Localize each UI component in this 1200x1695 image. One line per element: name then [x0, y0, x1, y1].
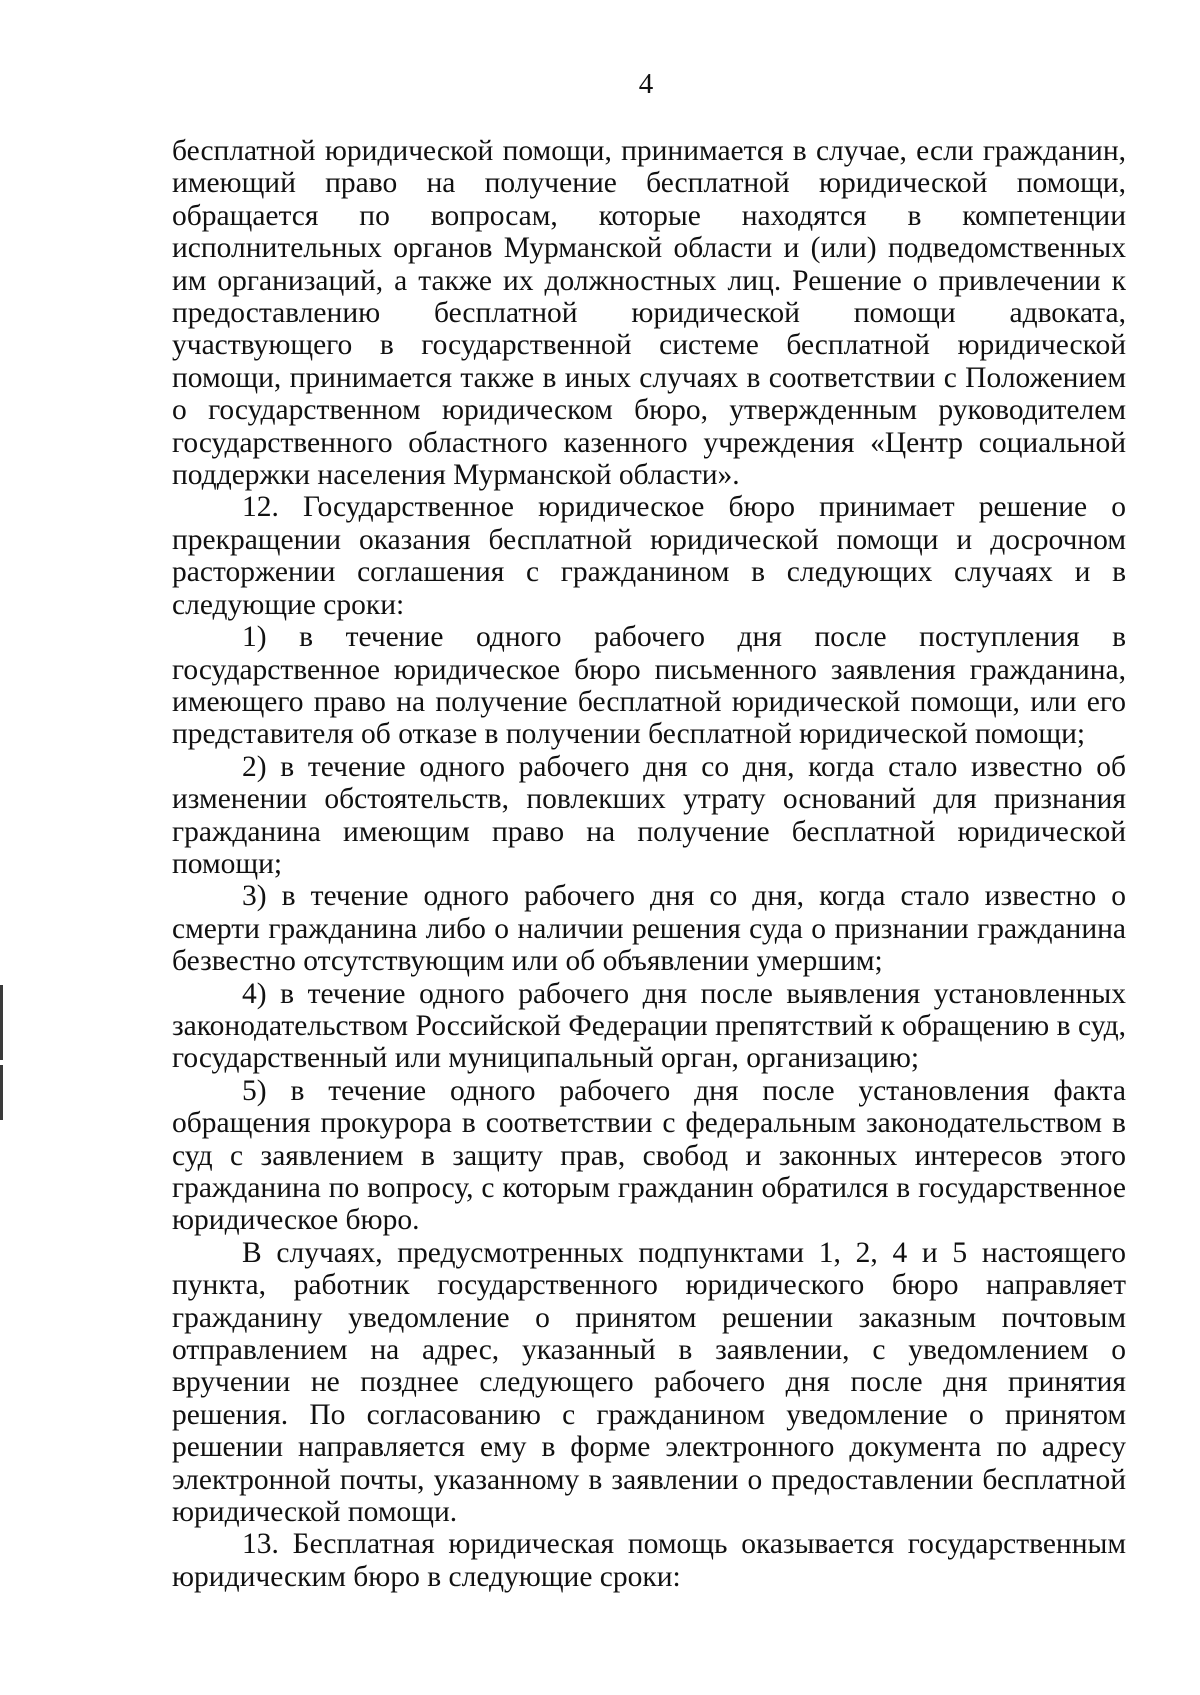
paragraph-continuation: бесплатной юридической помощи, принимается в случае, если гражданин, имеющий право на получение бесплатной юридической помощи, обращается по вопросам, которые находятся в компетенции исполнительных органов Мурманской области и (или) подведомственных им организаций, а также их должностных лиц. Решение о привлечении к предоставлению бесплатной юридической помощи адвоката, участвующего в государственной системе бесплатной юридической помощи, принимается также в иных случаях в соответствии с Положением о государственном юридическом бюро, утвержденным руководителем государственного областного казенного учреждения «Центр социальной поддержки населения Мурманской области». [172, 135, 1126, 492]
paragraph-subclause-2: 2) в течение одного рабочего дня со дня, когда стало известно об изменении обстоятельств, повлекших утрату оснований для признания гражданина имеющим право на получение бесплатной юридической помощи; [172, 750, 1126, 880]
paragraph-notification: В случаях, предусмотренных подпунктами 1, 2, 4 и 5 настоящего пункта, работник государственного юридического бюро направляет гражданину уведомление о принятом решении заказным почтовым отправлением на адрес, указанный в заявлении, с уведомлением о вручении не позднее следующего рабочего дня после дня принятия решения. По согласованию с гражданином уведомление о принятом решении направляется ему в форме электронного документа по адресу электронной почты, указанному в заявлении о предоставлении бесплатной юридической помощи. [172, 1236, 1126, 1529]
scan-edge-mark [0, 1065, 3, 1120]
scan-edge-mark [0, 985, 3, 1060]
paragraph-subclause-3: 3) в течение одного рабочего дня со дня, когда стало известно о смерти гражданина либо о наличии решения суда о признании гражданина безвестно отсутствующим или об объявлении умершим; [172, 880, 1126, 978]
paragraph-subclause-4: 4) в течение одного рабочего дня после выявления установленных законодательством Российской Федерации препятствий к обращению в суд, государственный или муниципальный орган, организацию; [172, 977, 1126, 1075]
paragraph-clause-12: 12. Государственное юридическое бюро принимает решение о прекращении оказания бесплатной юридической помощи и досрочном расторжении соглашения с гражданином в следующих случаях и в следующие сроки: [172, 491, 1126, 621]
page-number: 4 [638, 68, 654, 100]
paragraph-clause-13: 13. Бесплатная юридическая помощь оказывается государственным юридическим бюро в следующие сроки: [172, 1528, 1126, 1593]
document-body [172, 135, 1126, 1593]
paragraph-subclause-1: 1) в течение одного рабочего дня после поступления в государственное юридическое бюро письменного заявления гражданина, имеющего право на получение бесплатной юридической помощи, или его представителя об отказе в получении бесплатной юридической помощи; [172, 621, 1126, 751]
paragraph-subclause-5: 5) в течение одного рабочего дня после установления факта обращения прокурора в соответствии с федеральным законодательством в суд с заявлением в защиту прав, свобод и законных интересов этого гражданина по вопросу, с которым гражданин обратился в государственное юридическое бюро. [172, 1074, 1126, 1237]
